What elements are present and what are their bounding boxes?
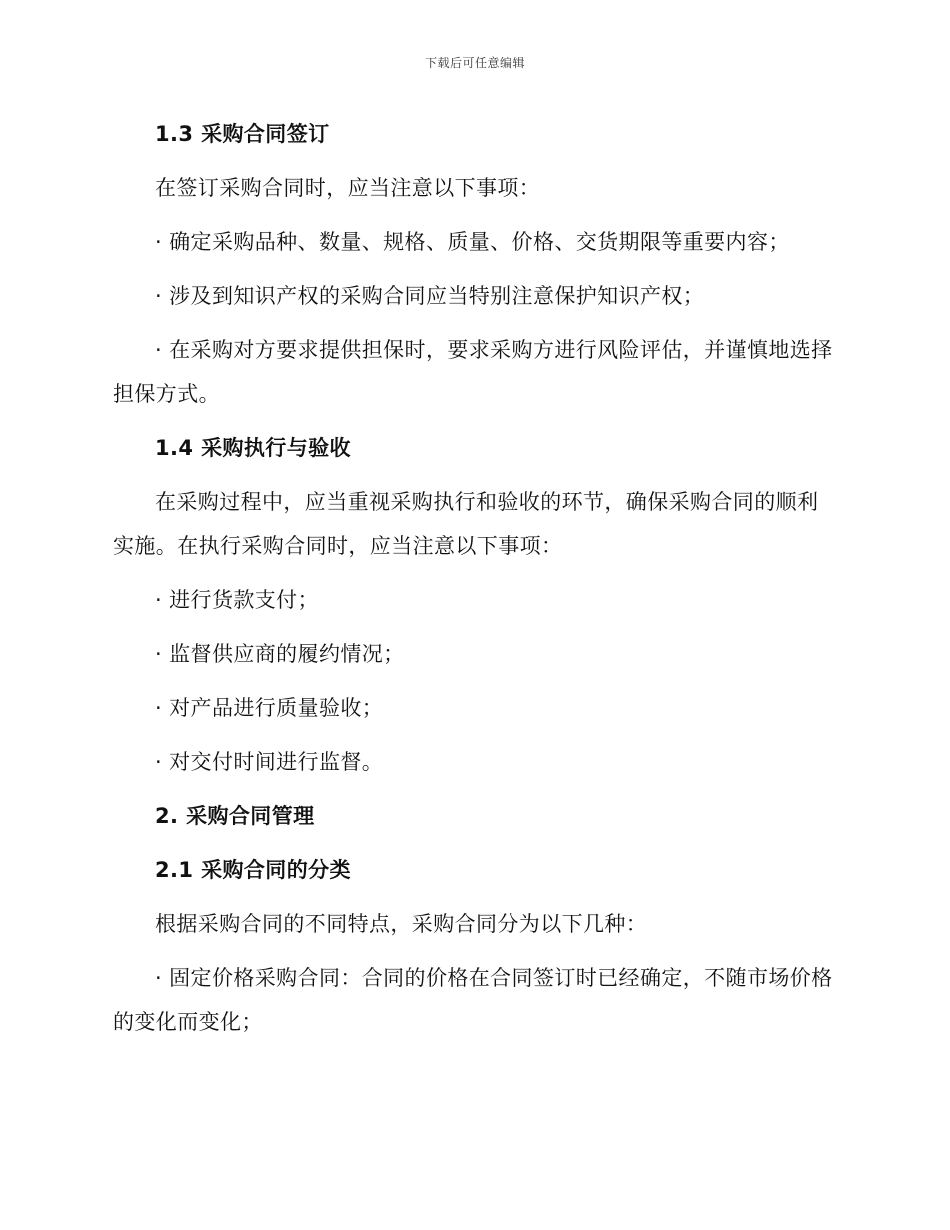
section-heading-2: 2. 采购合同管理 bbox=[155, 804, 315, 828]
bullet-item: · 对产品进行质量验收； bbox=[155, 696, 384, 720]
paragraph: 在签订采购合同时，应当注意以下事项： bbox=[155, 176, 541, 200]
section-heading-1-3: 1.3 采购合同签订 bbox=[155, 122, 330, 146]
bullet-item: · 涉及到知识产权的采购合同应当特别注意保护知识产权； bbox=[155, 284, 705, 308]
bullet-item: · 在采购对方要求提供担保时，要求采购方进行风险评估，并谨慎地选择担保方式。 bbox=[113, 338, 833, 406]
paragraph: 在采购过程中，应当重视采购执行和验收的环节，确保采购合同的顺利实施。在执行采购合同时，应当注意以下事项： bbox=[113, 490, 819, 558]
page-header: 下载后可任意编辑 bbox=[424, 56, 525, 70]
bullet-item: · 监督供应商的履约情况； bbox=[155, 642, 405, 666]
bullet-item: · 确定采购品种、数量、规格、质量、价格、交货期限等重要内容； bbox=[155, 230, 790, 254]
document-body bbox=[113, 112, 838, 1044]
bullet-item: · 对交付时间进行监督。 bbox=[155, 750, 384, 774]
section-heading-2-1: 2.1 采购合同的分类 bbox=[155, 858, 351, 882]
section-heading-1-4: 1.4 采购执行与验收 bbox=[155, 436, 351, 460]
bullet-item: · 进行货款支付； bbox=[155, 588, 319, 612]
paragraph: 根据采购合同的不同特点，采购合同分为以下几种： bbox=[155, 912, 648, 936]
bullet-item: · 固定价格采购合同：合同的价格在合同签订时已经确定，不随市场价格的变化而变化； bbox=[113, 966, 833, 1034]
